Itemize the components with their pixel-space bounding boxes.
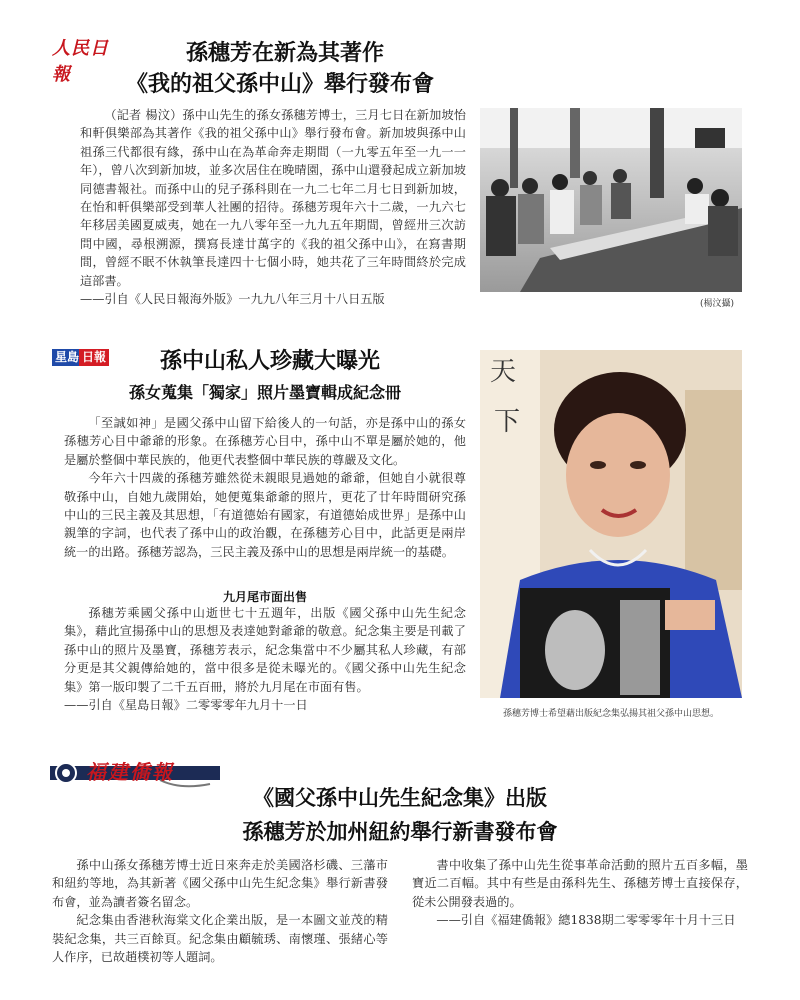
article2-citation: ——引自《星島日報》二零零零年九月十一日 — [64, 698, 308, 713]
svg-text:下: 下 — [494, 407, 521, 437]
press-conference-image — [480, 108, 742, 292]
article3-col2-citation: ——引自《福建僑報》總1838期二零零零年十月十三日 — [436, 913, 736, 928]
article2-para1: 「至誠如神」是國父孫中山留下給後人的一句話，亦是孫中山的孫女孫穗芳心目中爺爺的形象。在孫穗芳心目中，孫中山不單是屬於她的，他是屬於整個中華民族的，他更代表整個中華民族的尊嚴及文化。 — [64, 416, 466, 467]
article1-paragraph: （記者 楊汶）孫中山先生的孫女孫穗芳博士，三月七日在新加坡怡和軒俱樂部為其著作《我的祖父孫中山》舉行發布會。新加坡與孫中山祖孫三代都很有緣，孫中山在為革命奔走期間（一九零五年至一九一一年），曾八次到新加坡，並多次居住在晚晴園，孫中山還發起成立新加坡同德書報社。而孫中山的兒子孫科則在一九二七年二月七日到新加坡，在怡和軒俱樂部受到華人社團的招待。孫穗芳現年六十二歲，一九六七年移居美國夏威夷，她在一九八零年至一九九五年期間，曾經卅三次訪問中國，尋根溯源，撰寫長達廿萬字的《我的祖父孫中山》，在寫書期間，曾經不眠不休執筆長達四十七個小時，她共花了三年時間終於完成這部書。 — [80, 108, 466, 288]
article2-subtitle: 孫女蒐集「獨家」照片墨寶輯成紀念冊 — [128, 383, 401, 402]
svg-text:天: 天 — [490, 357, 517, 387]
sing-tao-logo-left: 星島 — [52, 349, 82, 366]
article2-body-top — [64, 414, 466, 561]
sun-suifang-image — [480, 350, 742, 698]
article1-citation: ——引自《人民日報海外版》一九九八年三月十八日五版 — [80, 292, 385, 307]
article2-para2: 今年六十四歲的孫穗芳雖然從未親眼見過她的爺爺，但她自小就很尊敬孫中山，自她九歲開始，她便蒐集爺爺的照片，更花了廿年時間研究孫中山的三民主義及其思想，「有道德始有國家，有道德始成世界」是孫中山親筆的字詞，也代表了孫中山的政治觀，在孫穗芳心目中，此話更是兩岸統一的出路。孫穗芳認為，三民主義及孫中山的思想是兩岸統一的基礎。 — [64, 471, 466, 559]
article2-section-head: 九月尾市面出售 — [222, 590, 307, 604]
article2-title: 孫中山私人珍藏大曝光 — [159, 349, 380, 374]
article3-title-line2: 孫穗芳於加州紐約舉行新書發布會 — [242, 820, 558, 844]
fujian-qiaobao-logo — [50, 756, 220, 790]
article3-col1-para1: 孫中山孫女孫穗芳博士近日來奔走於美國洛杉磯、三藩市和紐約等地，為其新著《國父孫中山先生紀念集》舉行新書發布會，並為讀者簽名留念。 — [52, 858, 388, 909]
article2-para3: 孫穗芳乘國父孫中山逝世七十五週年，出版《國父孫中山先生紀念集》，藉此宣揚孫中山的思想及表達她對爺爺的敬意。紀念集主要是刊載了孫中山的照片及墨寶，孫穗芳表示，紀念集當中不少屬其私人珍藏，有部分更是其父親傳給她的，當中很多是從未曝光的。《國父孫中山先生紀念集》第一版印製了二千五百冊，將於九月尾在市面有售。 — [64, 606, 466, 694]
sun-suifang-photo — [480, 350, 742, 698]
sing-tao-logo-right: 日報 — [79, 349, 109, 366]
article3-title-line1: 《國父孫中山先生紀念集》出版 — [253, 786, 547, 810]
article2-photo-caption: 孫穗芳博士希望藉出版紀念集弘揚其祖父孫中山思想。 — [502, 709, 719, 719]
press-conference-photo — [480, 108, 742, 292]
sing-tao-logo — [52, 346, 114, 364]
article3-col2-para1: 書中收集了孫中山先生從事革命活動的照片五百多幅，墨寶近二百幅。其中有些是由孫科先生、孫穗芳博士直接保存，從未公開發表過的。 — [412, 858, 748, 909]
article3-col1 — [52, 856, 388, 966]
fujian-qiaobao-logo-text: 福建僑報 — [86, 760, 174, 784]
article1-title-line1: 孫穗芳在新為其著作 — [185, 41, 384, 66]
article3-col2 — [412, 856, 748, 930]
article1-photo-credit: (楊汶攝) — [700, 299, 735, 309]
article1-body — [80, 106, 466, 308]
renmin-ribao-logo: 人民日報 — [52, 38, 109, 85]
article3-col1-para2: 紀念集由香港秋海棠文化企業出版，是一本圖文並茂的精裝紀念集，共三百餘頁。紀念集由顧毓琇、南懷瑾、張緒心等人作序，已故趙樸初等人題詞。 — [52, 913, 388, 965]
article1-title-line2: 《我的祖父孫中山》舉行發布會 — [125, 72, 434, 97]
article2-body-bottom — [64, 604, 466, 714]
